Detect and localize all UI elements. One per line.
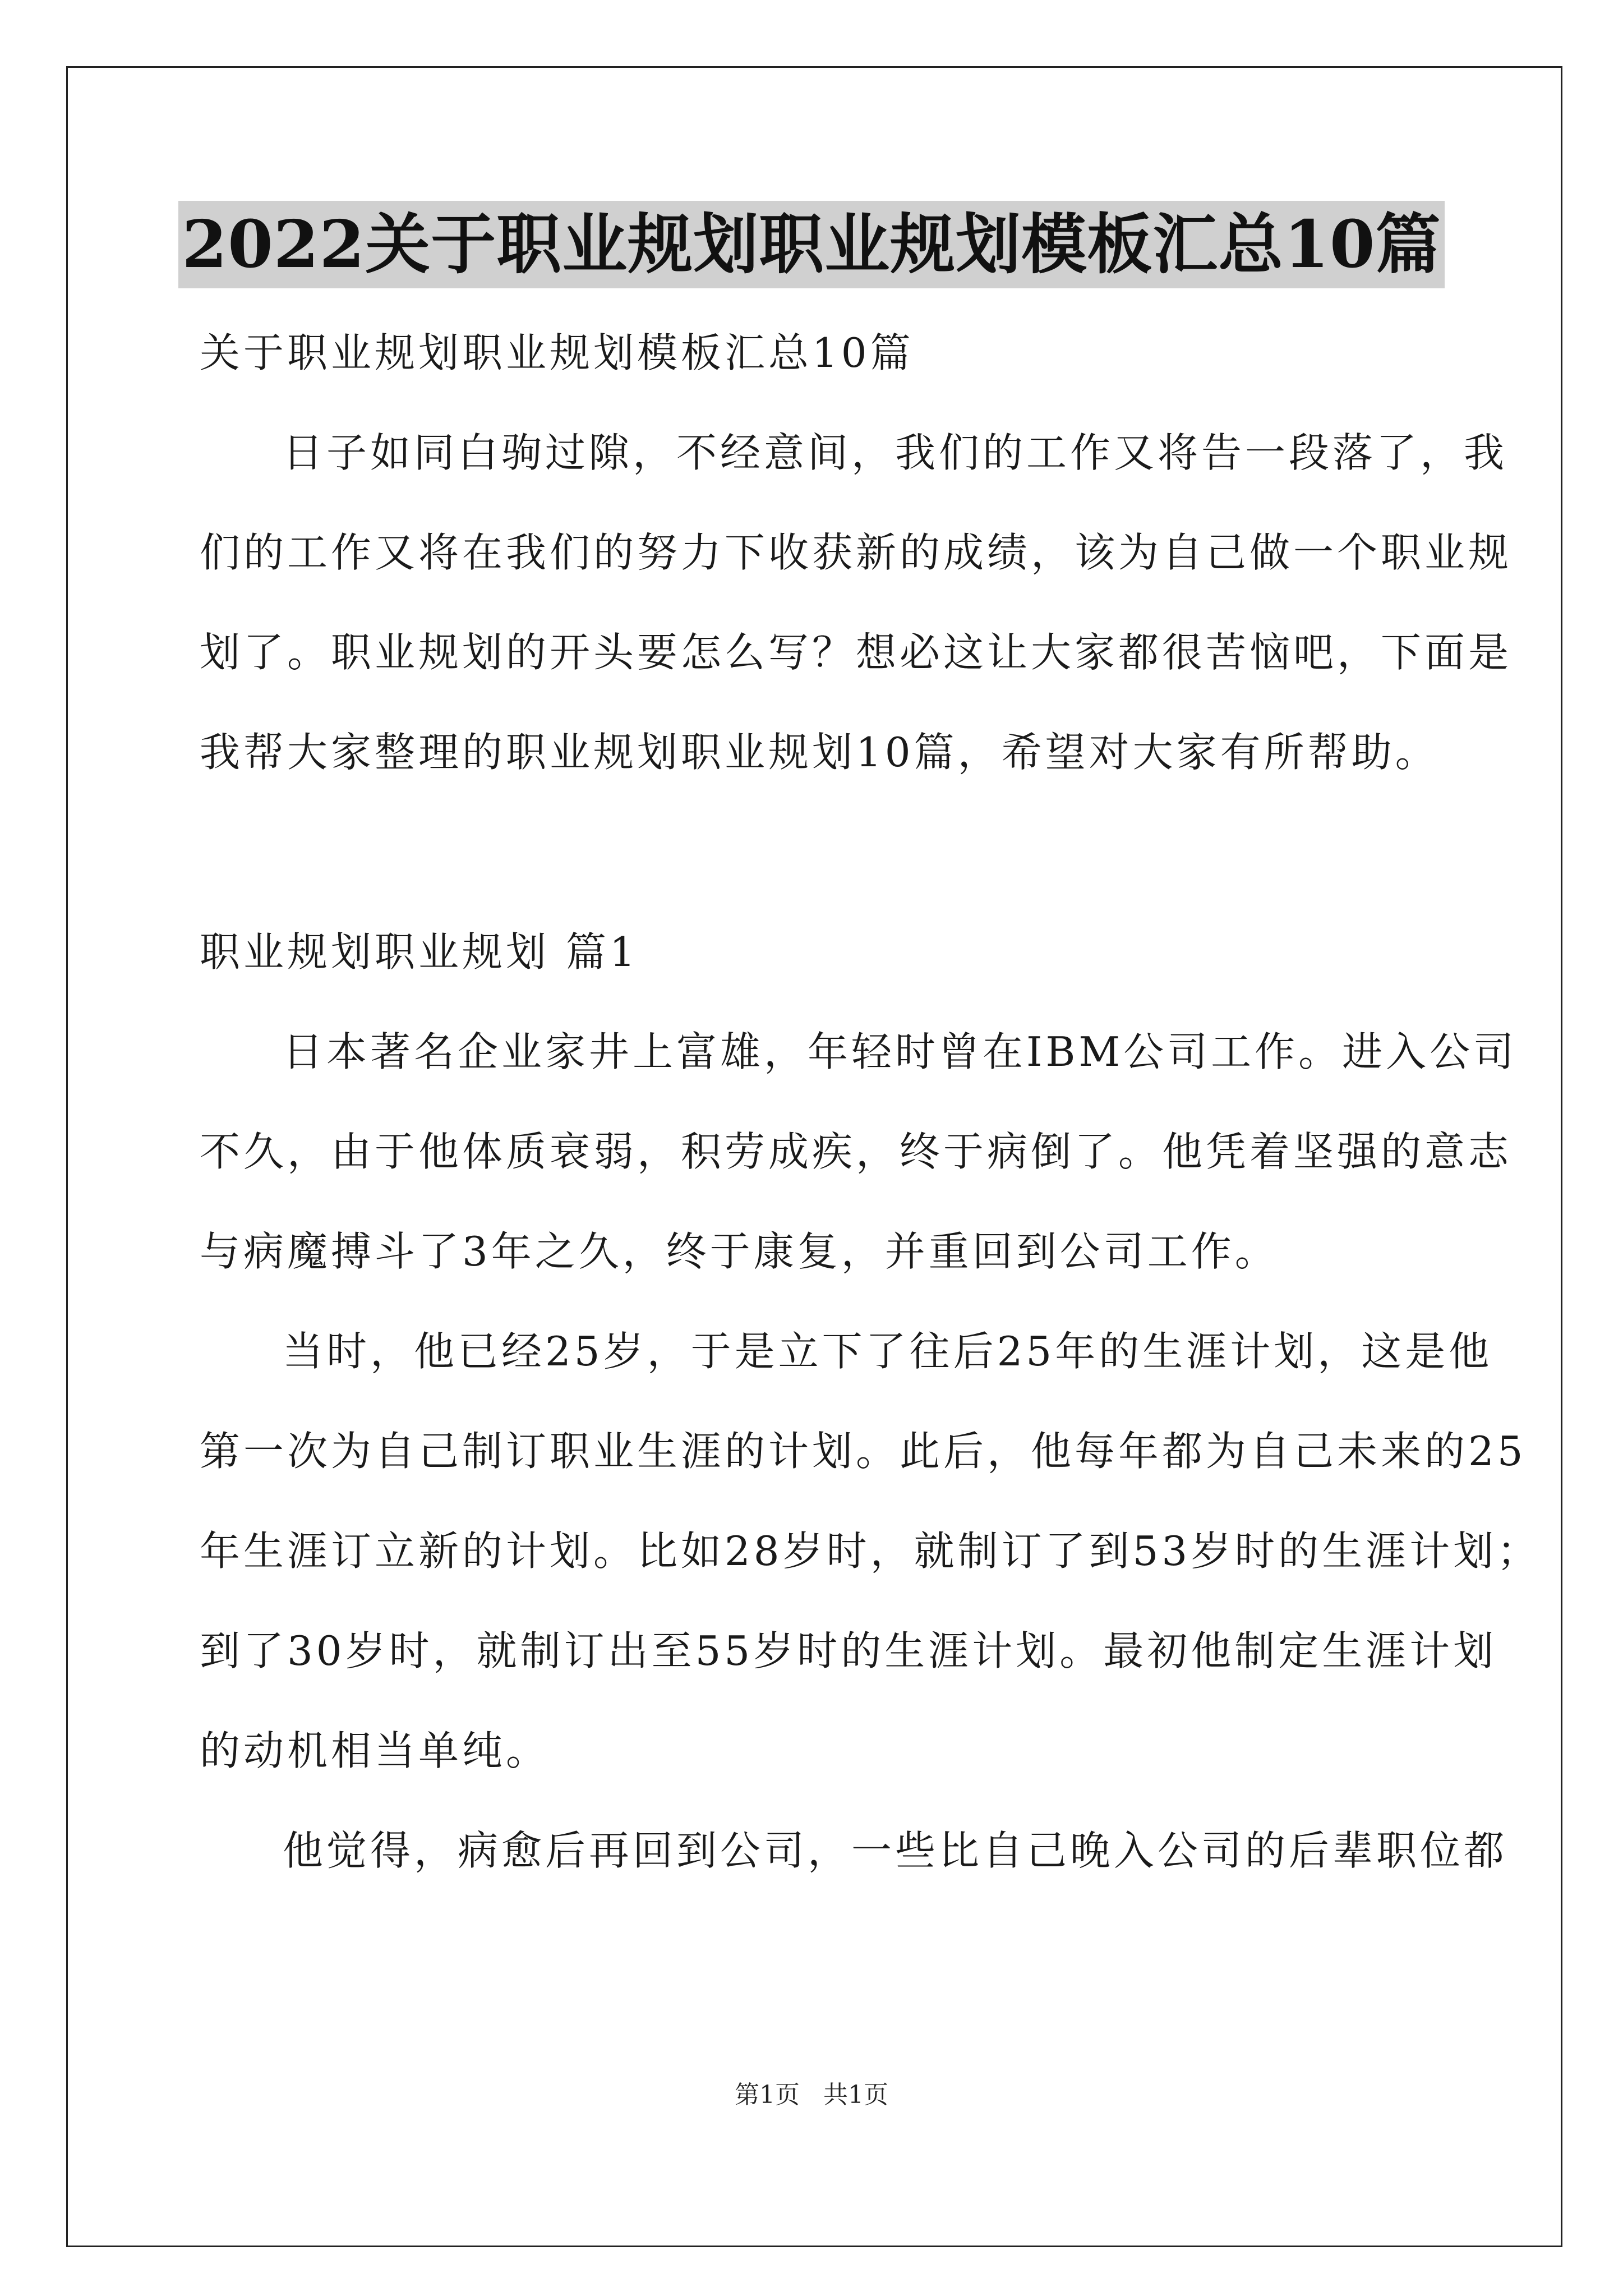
text-line: 划了。职业规划的开头要怎么写？想必这让大家都很苦恼吧，下面是 [200,629,1513,676]
text-line: 第一次为自己制订职业生涯的计划。此后，他每年都为自己未来的25 [200,1428,1527,1475]
text-line: 他觉得，病愈后再回到公司，一些比自己晚入公司的后辈职位都 [283,1827,1508,1874]
text-line: 年生涯订立新的计划。比如28岁时，就制订了到53岁时的生涯计划； [200,1527,1541,1575]
blank-line [200,802,1433,902]
title-container [0,201,1623,288]
page-total: 共1页 [823,2081,888,2109]
text-line: 日本著名企业家井上富雄，年轻时曾在IBM公司工作。进入公司 [283,1028,1518,1075]
text-line: 的动机相当单纯。 [200,1727,550,1774]
page-footer [0,2078,1623,2112]
page-number: 第1页 [735,2081,800,2109]
section-heading: 职业规划职业规划 篇1 [200,928,639,976]
subtitle-line: 关于职业规划职业规划模板汇总10篇 [200,329,914,376]
document-title: 2022关于职业规划职业规划模板汇总10篇 [178,201,1444,288]
text-line: 当时，他已经25岁，于是立下了往后25年的生涯计划，这是他 [283,1328,1493,1375]
text-line: 不久，由于他体质衰弱，积劳成疾，终于病倒了。他凭着坚强的意志 [200,1128,1513,1175]
text-line: 我帮大家整理的职业规划职业规划10篇，希望对大家有所帮助。 [200,729,1439,776]
text-line: 与病魔搏斗了3年之久，终于康复，并重回到公司工作。 [200,1228,1279,1275]
text-line: 到了30岁时，就制订出至55岁时的生涯计划。最初他制定生涯计划 [200,1627,1497,1674]
document-body [200,303,1541,1901]
text-line: 们的工作又将在我们的努力下收获新的成绩，该为自己做一个职业规 [200,529,1513,576]
text-line: 日子如同白驹过隙，不经意间，我们的工作又将告一段落了，我 [283,429,1508,476]
